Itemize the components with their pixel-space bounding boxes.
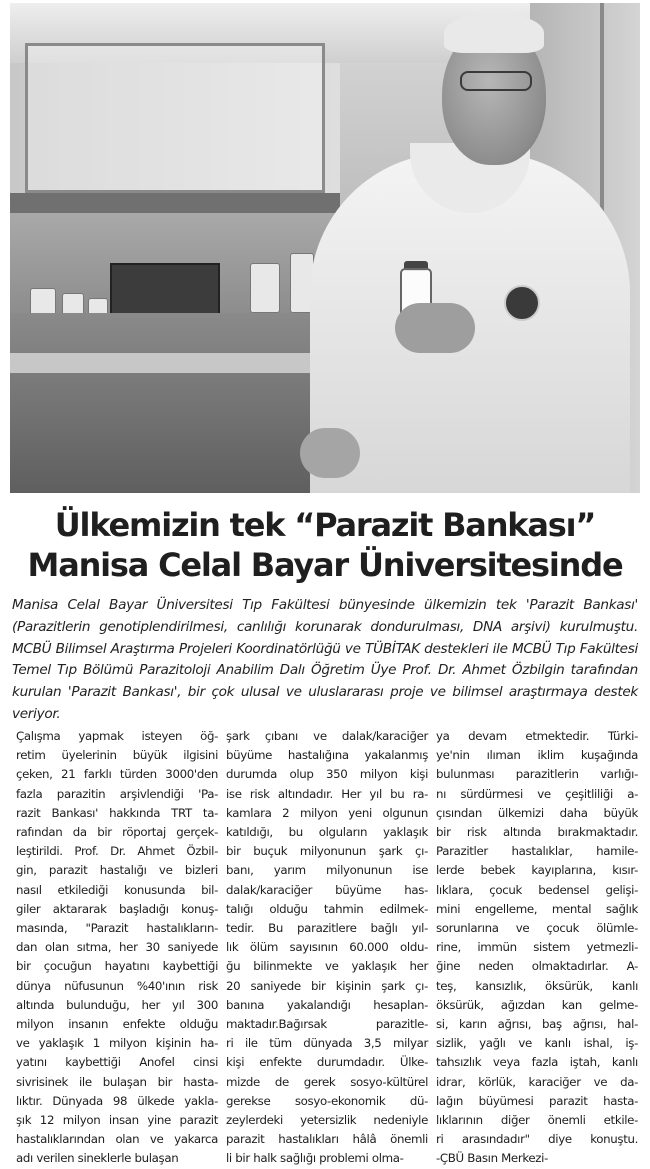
column-text-line: retim üyelerinin büyük ilgisini xyxy=(16,748,218,763)
lead-paragraph: Manisa Celal Bayar Üniversitesi Tıp Fakültesi bünyesinde ülkemizin tek 'Parazit Bankası' (Parazitlerin genotiplendirilmesi, canlılığı korunarak dondurulması, DNA arşivi) kurulmuştu. MCBÜ Bilimsel Araştırma Projeleri Koordinatörlüğü ve TÜBİTAK destekleri ile MCBÜ Tıp Fakültesi Temel Tıp Bölümü Parazitoloji Anabilim Dalı Öğretim Üye Prof. Dr. Ahmet Özbilgin tarafından kurulan 'Parazit Bankası', bir çok ulusal ve uluslararası proje ve bilimsel araştırmaya destek veriyor. xyxy=(12,597,638,722)
badge-icon xyxy=(504,285,540,321)
scientist-hand-resting xyxy=(300,428,360,478)
column-text-line: nı sürdürmesi ve çeşitliliği a- xyxy=(436,786,638,801)
column-text-line: li bir halk sağlığı problemi olma- xyxy=(226,1151,404,1166)
column-text-line: rafından da bir röportaj gerçek- xyxy=(16,825,218,840)
column-text-line: durumda olup 350 milyon kişi xyxy=(226,767,428,782)
column-text-line: lıklarının diğer önemli etkile- xyxy=(436,1113,638,1128)
column-text-line: çısından ülkemizi daha büyük xyxy=(436,805,638,820)
column-text-line: rine, immün sistem yetmezli- xyxy=(436,940,638,955)
column-text-line: lerde bebek kayıplarına, kısır- xyxy=(436,863,638,878)
column-text-line: tedir. Bu parazitlere bağlı yıl- xyxy=(226,921,428,936)
column-text-line: parazit hastalıkları hâlâ önemli xyxy=(226,1132,428,1147)
column-text-line: sivrisinek ile bulaşan bir hasta- xyxy=(16,1074,218,1089)
lab-bench xyxy=(10,313,350,493)
column-text-line: talığı olduğu tahmin edilmek- xyxy=(226,901,428,916)
column-text-line: sizlik, yağlı ve kanlı ishal, iş- xyxy=(436,1036,638,1051)
fume-hood-frame xyxy=(10,193,340,215)
column-text-line: öksürük, ağızdan kan gelme- xyxy=(436,997,638,1012)
column-text-line: ri arasındadır" diye konuştu. xyxy=(436,1132,638,1147)
column-text-line: ya devam etmektedir. Türki- xyxy=(436,729,638,743)
column-text-line: yatını kaybettiği Anofel cinsi xyxy=(16,1055,218,1070)
column-text-line: -ÇBÜ Basın Merkezi- xyxy=(436,1151,548,1166)
fume-hood-glass xyxy=(25,43,325,193)
column-text-line: çeken, 21 farklı türden 3000'den xyxy=(16,767,218,782)
column-text-line: sorunlarına ve çocuk ölümle- xyxy=(436,921,638,936)
column-text-line: ve yaklaşık 1 milyon kişinin ha- xyxy=(16,1036,218,1051)
lab-bottle xyxy=(250,263,280,313)
scientist-hair xyxy=(444,13,544,53)
column-text-line: bir risk altında bırakmaktadır. xyxy=(436,825,638,840)
column-text-line: kişi enfekte durumdadır. Ülke- xyxy=(226,1055,428,1070)
column-text-line: maktadır.Bağırsak parazitle- xyxy=(226,1017,428,1032)
column-text-line: hastalıklarından olan ve yakarca xyxy=(16,1132,218,1147)
column-text-line: ri ile tüm dünyada 3,5 milyar xyxy=(226,1036,428,1051)
headline xyxy=(10,505,640,585)
article-photo xyxy=(10,3,640,493)
column-text-line: lağın büyümesi parazit hasta- xyxy=(436,1093,638,1108)
column-text-line: lıklara, çocuk bedensel gelişi- xyxy=(436,882,638,897)
column-text-line: fazla parazitin arşivlendiği 'Pa- xyxy=(16,786,218,801)
column-text-line: banı, yarım milyonunun ise xyxy=(226,863,428,878)
column-text-line: altında bulunduğu, her yıl 300 xyxy=(16,997,218,1012)
body-column-2 xyxy=(226,727,428,1166)
headline-line-2: Manisa Celal Bayar Üniversitesinde xyxy=(27,546,623,584)
column-text-line: mizde de gerek sosyo-kültürel xyxy=(226,1074,428,1089)
column-text-line: tahsızlık veya fazla iştah, kanlı xyxy=(436,1055,638,1070)
column-text-line: nasıl etkilediği konusunda bil- xyxy=(16,882,218,897)
column-text-line: bir çocuğun hayatını kaybettiği xyxy=(16,959,218,974)
column-text-line: ğu bilinmekte ve yaklaşık her xyxy=(226,959,428,974)
column-text-line: banına yakalandığı hesaplan- xyxy=(226,997,428,1012)
column-text-line: razit Bankası' hakkında TRT ta- xyxy=(16,805,218,820)
column-text-line: leştirildi. Prof. Dr. Ahmet Özbil- xyxy=(16,844,218,859)
column-text-line: bulunması parazitlerin varlığı- xyxy=(436,767,638,782)
column-text-line: dalak/karaciğer büyüme has- xyxy=(226,882,428,897)
column-text-line: ye'nin ılıman iklim kuşağında xyxy=(436,748,638,763)
test-tube-rack xyxy=(110,263,220,318)
column-text-line: Parazitler hastalıklar, hamile- xyxy=(436,844,638,859)
column-text-line: ise risk altındadır. Her yıl bu ra- xyxy=(226,786,428,801)
column-text-line: milyon insanın enfekte olduğu xyxy=(16,1017,218,1032)
column-text-line: lık ölüm sayısının 60.000 oldu- xyxy=(226,940,428,955)
column-text-line: idrar, körlük, karaciğer ve da- xyxy=(436,1074,638,1089)
column-text-line: 20 saniyede bir kişinin şark çı- xyxy=(226,978,428,993)
body-column-1 xyxy=(16,727,218,1166)
column-text-line: şık 12 milyon insan yine parazit xyxy=(16,1113,218,1128)
column-text-line: bir buçuk milyonunun şark çı- xyxy=(226,844,428,859)
column-text-line: adı verilen sineklerle bulaşan xyxy=(16,1151,179,1166)
column-text-line: katıldığı, bu olguların yaklaşık xyxy=(226,825,428,840)
column-text-line: lıktır. Dünyada 98 ülkede yakla- xyxy=(16,1093,218,1108)
column-text-line: gin, parazit hastalığı ve bizleri xyxy=(16,863,218,878)
column-text-line: Çalışma yapmak isteyen öğ- xyxy=(16,729,218,743)
glasses-icon xyxy=(460,71,532,91)
column-text-line: mini engelleme, mental sağlık xyxy=(436,901,638,916)
column-text-line: dünya nüfusunun %40'ının risk xyxy=(16,978,218,993)
column-text-line: dan olan sıtma, her 30 saniyede xyxy=(16,940,218,955)
column-text-line: si, karın ağrısı, baş ağrısı, hal- xyxy=(436,1017,638,1032)
column-text-line: giler aktararak başladığı konuş- xyxy=(16,901,218,916)
column-text-line: büyüme hastalığına yakalanmış xyxy=(226,748,428,763)
scientist-hand xyxy=(395,303,475,353)
headline-line-1: Ülkemizin tek “Parazit Bankası” xyxy=(54,506,596,544)
column-text-line: ğine neden olmaktadırlar. A- xyxy=(436,959,638,974)
column-text-line: masında, "Parazit hastalıkların- xyxy=(16,921,218,936)
column-text-line: kamlara 2 milyon yeni olgunun xyxy=(226,805,428,820)
body-column-3 xyxy=(436,727,638,1166)
column-text-line: şark çıbanı ve dalak/karaciğer xyxy=(226,729,428,743)
lab-bench-edge xyxy=(10,353,350,373)
column-text-line: zeylerdeki yetersizlik nedeniyle xyxy=(226,1113,428,1128)
column-text-line: teş, kansızlık, öksürük, kanlı xyxy=(436,978,638,993)
column-text-line: gerekse sosyo-ekonomik dü- xyxy=(226,1093,428,1108)
